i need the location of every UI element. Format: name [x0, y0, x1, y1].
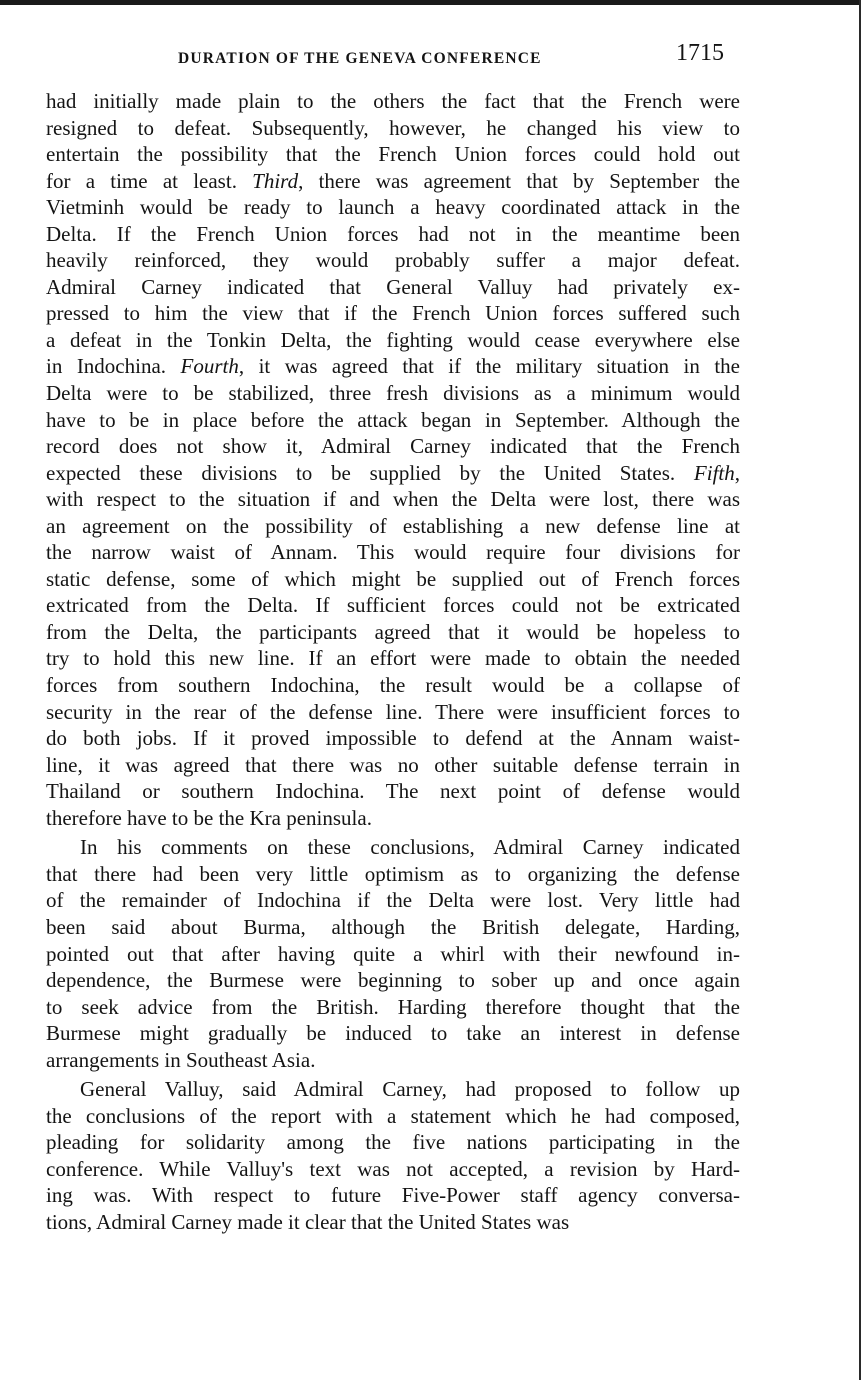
text-line: [46, 967, 740, 994]
text-line: [46, 1047, 740, 1074]
running-header: [44, 40, 734, 74]
text-line: [46, 274, 740, 301]
text-line: [46, 486, 740, 513]
text-run: Burmese might gradually be induced to take an interest in defense: [46, 1021, 740, 1046]
paragraph: [46, 1073, 740, 1235]
text-run: expected these divisions to be supplied by the United States.: [46, 460, 694, 485]
text-line: [46, 300, 740, 327]
text-line: [46, 752, 740, 779]
text-line: [46, 1103, 740, 1130]
text-run: to seek advice from the British. Harding therefore thought that the: [46, 994, 740, 1019]
running-title: DURATION OF THE GENEVA CONFERENCE: [178, 50, 542, 67]
text-run: been said about Burma, although the British delegate, Harding,: [46, 914, 740, 939]
text-line: [46, 805, 740, 832]
text-run: ing was. With respect to future Five-Power staff agency conversa-: [46, 1183, 740, 1208]
text-line: [46, 247, 740, 274]
text-run: line, it was agreed that there was no other suitable defense terrain in: [46, 752, 740, 777]
paragraph: [46, 88, 740, 831]
text-line: [46, 834, 740, 861]
text-run: with respect to the situation if and when the Delta were lost, there was: [46, 487, 740, 512]
text-run: pressed to him the view that if the French Union forces suffered such: [46, 301, 740, 326]
text-run: conference. While Valluy's text was not accepted, a revision by Hard-: [46, 1156, 740, 1181]
text-run: forces from southern Indochina, the result would be a collapse of: [46, 673, 740, 698]
text-run: Delta. If the French Union forces had not in the meantime been: [46, 221, 740, 246]
text-run: had initially made plain to the others the fact that the French were: [46, 89, 740, 113]
text-run: of the remainder of Indochina if the Delta were lost. Very little had: [46, 888, 740, 913]
text-line: [46, 1156, 740, 1183]
text-line: [46, 380, 740, 407]
text-run: the conclusions of the report with a statement which he had composed,: [46, 1103, 740, 1128]
text-line: [46, 221, 740, 248]
text-line: [46, 168, 740, 195]
text-run: resigned to defeat. Subsequently, however, he changed his view to: [46, 115, 740, 140]
text-line: [46, 592, 740, 619]
text-line: [46, 1129, 740, 1156]
text-run: therefore have to be the Kra peninsula.: [46, 805, 372, 830]
text-line: [46, 861, 740, 888]
text-line: [46, 941, 740, 968]
text-line: [46, 887, 740, 914]
text-run: entertain the possibility that the French Union forces could hold out: [46, 142, 740, 167]
text-line: [46, 88, 740, 115]
text-line: [46, 1076, 740, 1103]
text-run: Vietminh would be ready to launch a heavy coordinated attack in the: [46, 195, 740, 220]
text-run: ,: [734, 460, 740, 485]
text-run: that there had been very little optimism as to organizing the defense: [46, 861, 740, 886]
text-run: tions, Admiral Carney made it clear that the United States was: [46, 1209, 570, 1234]
text-run: heavily reinforced, they would probably suffer a major defeat.: [46, 248, 740, 273]
text-run: do both jobs. If it proved impossible to defend at the Annam waist-: [46, 726, 740, 751]
text-run: extricated from the Delta. If sufficient forces could not be extricated: [46, 593, 740, 618]
text-run: General Valluy, said Admiral Carney, had proposed to follow up: [80, 1077, 740, 1102]
text-line: [46, 994, 740, 1021]
text-run: Admiral Carney indicated that General Valluy had privately ex-: [46, 274, 740, 299]
body-text: [46, 88, 740, 1288]
text-line: [46, 194, 740, 221]
text-run: have to be in place before the attack began in September. Although the: [46, 407, 740, 432]
text-line: [46, 141, 740, 168]
text-line: [46, 725, 740, 752]
italic-run: Fifth: [693, 460, 735, 485]
text-run: arrangements in Southeast Asia.: [46, 1047, 316, 1072]
text-run: pointed out that after having quite a whirl with their newfound in-: [46, 941, 740, 966]
text-run: record does not show it, Admiral Carney indicated that the French: [46, 434, 740, 459]
top-border-rule: [0, 0, 861, 5]
text-run: a defeat in the Tonkin Delta, the fighting would cease everywhere else: [46, 327, 740, 352]
page-number: 1715: [676, 40, 724, 66]
text-run: try to hold this new line. If an effort were made to obtain the needed: [46, 646, 740, 671]
text-line: [46, 433, 740, 460]
text-run: In his comments on these conclusions, Admiral Carney indicated: [80, 835, 740, 860]
text-line: [46, 1209, 740, 1236]
text-run: an agreement on the possibility of establishing a new defense line at: [46, 513, 740, 538]
text-line: [46, 513, 740, 540]
text-line: [46, 914, 740, 941]
italic-run: Third: [252, 168, 299, 193]
text-run: , there was agreement that by September the: [298, 168, 740, 193]
text-line: [46, 645, 740, 672]
text-line: [46, 566, 740, 593]
text-run: from the Delta, the participants agreed that it would be hopeless to: [46, 619, 740, 644]
text-line: [46, 327, 740, 354]
text-line: [46, 1020, 740, 1047]
text-line: [46, 460, 740, 487]
text-line: [46, 699, 740, 726]
text-run: security in the rear of the defense line. There were insufficient forces to: [46, 699, 740, 724]
text-line: [46, 672, 740, 699]
paragraph: [46, 831, 740, 1073]
text-line: [46, 353, 740, 380]
text-run: Delta were to be stabilized, three fresh divisions as a minimum would: [46, 381, 740, 406]
italic-run: Fourth: [180, 354, 239, 379]
text-line: [46, 1182, 740, 1209]
text-run: in Indochina.: [46, 354, 181, 379]
text-line: [46, 778, 740, 805]
text-line: [46, 115, 740, 142]
text-line: [46, 539, 740, 566]
text-run: for a time at least.: [46, 168, 253, 193]
text-run: , it was agreed that if the military situation in the: [238, 354, 740, 379]
text-line: [46, 407, 740, 434]
text-line: [46, 619, 740, 646]
text-run: static defense, some of which might be supplied out of French forces: [46, 566, 740, 591]
text-run: the narrow waist of Annam. This would require four divisions for: [46, 540, 740, 565]
text-run: Thailand or southern Indochina. The next point of defense would: [46, 779, 740, 804]
text-run: dependence, the Burmese were beginning to sober up and once again: [46, 968, 740, 993]
text-run: pleading for solidarity among the five nations participating in the: [46, 1130, 740, 1155]
